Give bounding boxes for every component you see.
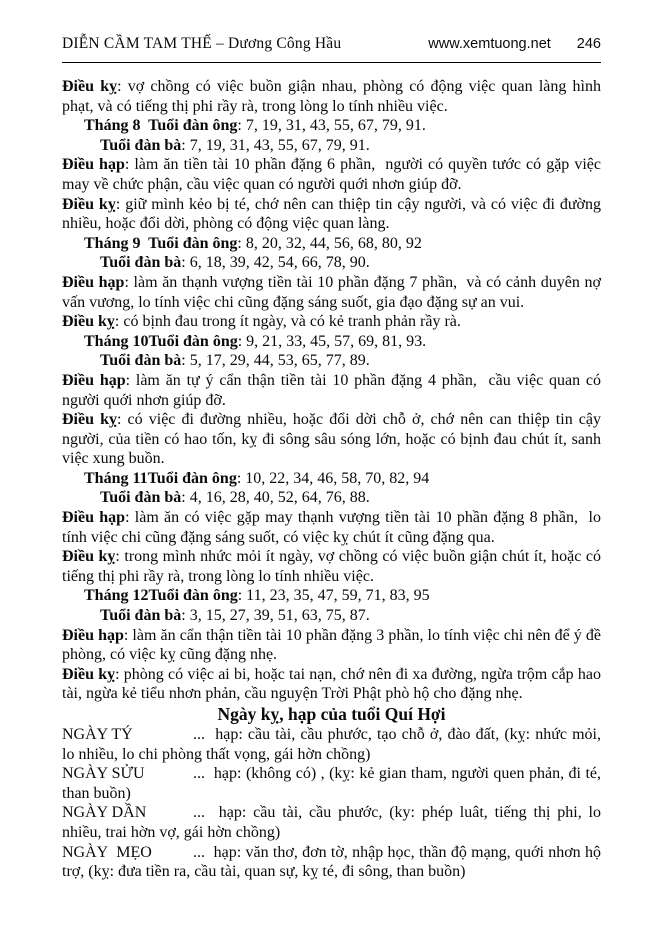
dieu-hap-paragraph bbox=[62, 508, 601, 547]
paragraph-label: Điều kỵ bbox=[62, 665, 116, 683]
dieu-hap-paragraph bbox=[62, 273, 601, 312]
paragraph-text: : phòng có việc ai bi, hoặc tai nạn, chớ nên đi xa đường, ngừa trộm cắp hao tài, ngừa kẻ tiểu nhơn phản, cầu nguyện Trời Phật phò hộ cho đặng nhẹ. bbox=[62, 665, 601, 703]
section-heading: Ngày kỵ, hạp của tuổi Quí Hợi bbox=[217, 704, 446, 724]
paragraph-text: : giữ mình kẻo bị té, chớ nên can thiệp tin cậy người, và có việc đi đường nhiều, hoặc đổi dời, phòng có động việc quan làng. bbox=[62, 195, 601, 233]
paragraph-label: Tuổi đàn bà bbox=[100, 136, 182, 154]
month-line bbox=[84, 586, 601, 606]
paragraph-text: : 10, 22, 34, 46, 58, 70, 82, 94 bbox=[236, 469, 430, 487]
day-text: ... hạp: (không có) , (kỵ: kẻ gian tham, người quen phản, đi té, than buồn) bbox=[62, 765, 601, 802]
paragraph-label: Tháng 10Tuổi đàn ông bbox=[84, 332, 238, 350]
page-number: 246 bbox=[576, 36, 601, 52]
paragraph-text: : 9, 21, 33, 45, 57, 69, 81, 93. bbox=[237, 332, 427, 350]
paragraph-text: : 7, 19, 31, 43, 55, 67, 79, 91. bbox=[237, 117, 426, 135]
paragraph-label: Điều kỵ bbox=[62, 195, 116, 213]
paragraph-label: Tháng 12Tuổi đàn ông bbox=[84, 587, 238, 605]
day-text: ... hạp: cầu tài, cầu phước, (ky: phép luât, tiếng thị phi, lo nhiều, trai hờn vợ, gái hờn chồng) bbox=[62, 804, 601, 841]
dieu-ky-paragraph bbox=[62, 77, 601, 116]
day-name: NGÀY TÝ bbox=[62, 726, 133, 743]
paragraph-text: : có việc đi đường nhiều, hoặc đổi dời chỗ ở, chớ nên can thiệp tin cậy người, của tiền có hao tốn, kỵ đi sông sâu sóng lớn, hoặc có bịnh đau chút ít, sanh việc xung buồn. bbox=[62, 411, 601, 468]
day-name: NGÀY DẦN bbox=[62, 804, 147, 822]
dieu-ky-paragraph bbox=[62, 195, 601, 234]
paragraph-label: Tháng 11Tuổi đàn ông bbox=[84, 469, 237, 487]
paragraph-label: Điều hạp bbox=[62, 371, 126, 389]
dieu-ky-paragraph bbox=[62, 547, 601, 586]
paragraph-text: : làm ăn tự ý cẩn thận tiền tài 10 phần đặng 4 phần, cầu việc quan có người quới nhơn giúp đỡ. bbox=[62, 371, 602, 409]
day-name: NGÀY MẸO bbox=[62, 843, 152, 861]
paragraph-label: Tháng 8 Tuổi đàn ông bbox=[84, 117, 238, 135]
paragraph-text: : 8, 20, 32, 44, 56, 68, 80, 92 bbox=[237, 234, 422, 252]
dieu-hap-paragraph bbox=[62, 371, 601, 410]
header-divider bbox=[62, 62, 601, 63]
paragraph-label: Điều hạp bbox=[62, 626, 124, 644]
paragraph-label: Tuổi đàn bà bbox=[100, 489, 182, 507]
paragraph-label: Điều kỵ bbox=[62, 78, 118, 95]
paragraph-label: Điều hạp bbox=[62, 156, 125, 174]
paragraph-text: : 4, 16, 28, 40, 52, 64, 76, 88. bbox=[181, 489, 370, 507]
paragraph-text: : làm ăn có việc gặp may thạnh vượng tiền tài 10 phần đặng 8 phần, lo tính việc chi cũng đặng sáng suốt, có việc kỵ chút ít cũng đặng qua. bbox=[62, 509, 602, 546]
paragraph-text: : 11, 23, 35, 47, 59, 71, 83, 95 bbox=[237, 587, 430, 605]
month-line bbox=[84, 234, 601, 254]
paragraph-label: Tuổi đàn bà bbox=[100, 607, 182, 625]
website-url: www.xemtuong.net bbox=[428, 36, 551, 52]
dieu-hap-paragraph bbox=[62, 626, 601, 665]
paragraph-label: Tháng 9 Tuổi đàn ông bbox=[84, 234, 238, 252]
dieu-ky-paragraph bbox=[62, 410, 601, 469]
month-line bbox=[84, 469, 601, 489]
dieu-ky-paragraph bbox=[62, 665, 601, 704]
paragraph-label: Điều hạp bbox=[62, 273, 125, 291]
day-line-meo bbox=[62, 843, 601, 882]
page-header bbox=[62, 34, 601, 54]
tuoi-dan-ba-line bbox=[100, 351, 601, 371]
paragraph-text: : làm ăn tiền tài 10 phần đặng 6 phần, người có quyền tước có gặp việc may về chức phận, cầu việc quan có người quới nhơn giúp đỡ. bbox=[62, 156, 602, 193]
tuoi-dan-ba-line bbox=[100, 136, 601, 156]
paragraph-text: : 7, 19, 31, 43, 55, 67, 79, 91. bbox=[181, 136, 370, 154]
paragraph-label: Điều kỵ bbox=[62, 411, 117, 429]
day-text: ... hạp: cầu tài, cầu phước, tạo chỗ ở, đào đất, (kỵ: nhức mỏi, lo nhiều, lo chi phòng thất vọng, gái hờn chồng) bbox=[62, 726, 601, 763]
paragraph-text: : làm ăn cẩn thận tiền tài 10 phần đặng 3 phần, lo tính việc chi nên để ý đề phòng, có việc kỵ cũng đặng nhẹ. bbox=[62, 626, 601, 664]
paragraph-text: : 6, 18, 39, 42, 54, 66, 78, 90. bbox=[181, 254, 370, 272]
day-line-suu bbox=[62, 764, 601, 803]
paragraph-label: Điều kỵ bbox=[62, 548, 116, 566]
paragraph-text: : 5, 17, 29, 44, 53, 65, 77, 89. bbox=[181, 352, 370, 370]
tuoi-dan-ba-line bbox=[100, 606, 601, 626]
month-line bbox=[84, 116, 601, 136]
paragraph-text: : 3, 15, 27, 39, 51, 63, 75, 87. bbox=[181, 607, 370, 625]
day-line-ty bbox=[62, 725, 601, 764]
paragraph-label: Điều hạp bbox=[62, 509, 126, 527]
dieu-hap-paragraph bbox=[62, 155, 601, 194]
paragraph-text: : làm ăn thạnh vượng tiền tài 10 phần đặng 7 phần, và có cảnh duyên nợ vấn vương, lo tính việc chi cũng đặng sáng suốt, gia đạo đặng sự an vui. bbox=[62, 273, 601, 311]
paragraph-label: Điều kỵ bbox=[62, 313, 115, 331]
header-right bbox=[428, 34, 601, 54]
month-line bbox=[84, 332, 601, 352]
day-line-dan bbox=[62, 803, 601, 842]
day-text: ... hạp: văn thơ, đơn tờ, nhập học, thần độ mạng, quới nhơn hộ trợ, (kỵ: đưa tiền ra, cầu tài, quan sự, kỵ té, đi sông, than buồn) bbox=[62, 843, 601, 881]
tuoi-dan-ba-line bbox=[100, 488, 601, 508]
paragraph-text: : vợ chồng có việc buồn giận nhau, phòng có động việc quan làng hình phạt, và có tiếng thị phi rầy rà, trong lòng lo tính nhiều việc. bbox=[62, 78, 601, 115]
paragraph-text: : có bịnh đau trong ít ngày, và có kẻ tranh phản rầy rà. bbox=[114, 313, 461, 331]
paragraph-label: Tuổi đàn bà bbox=[100, 352, 182, 370]
day-name: NGÀY SỬU bbox=[62, 765, 145, 783]
book-title: DIỄN CẦM TAM THẾ – Dương Công Hầu bbox=[62, 35, 342, 52]
paragraph-text: : trong mình nhức mỏi ít ngày, vợ chồng có việc buồn giận chút ít, hoặc có tiếng thị phi rầy rà, trong lòng lo tính nhiều việc. bbox=[62, 548, 601, 585]
paragraph-label: Tuổi đàn bà bbox=[100, 254, 182, 272]
dieu-ky-paragraph bbox=[62, 312, 601, 332]
page-content bbox=[62, 77, 601, 882]
tuoi-dan-ba-line bbox=[100, 253, 601, 273]
